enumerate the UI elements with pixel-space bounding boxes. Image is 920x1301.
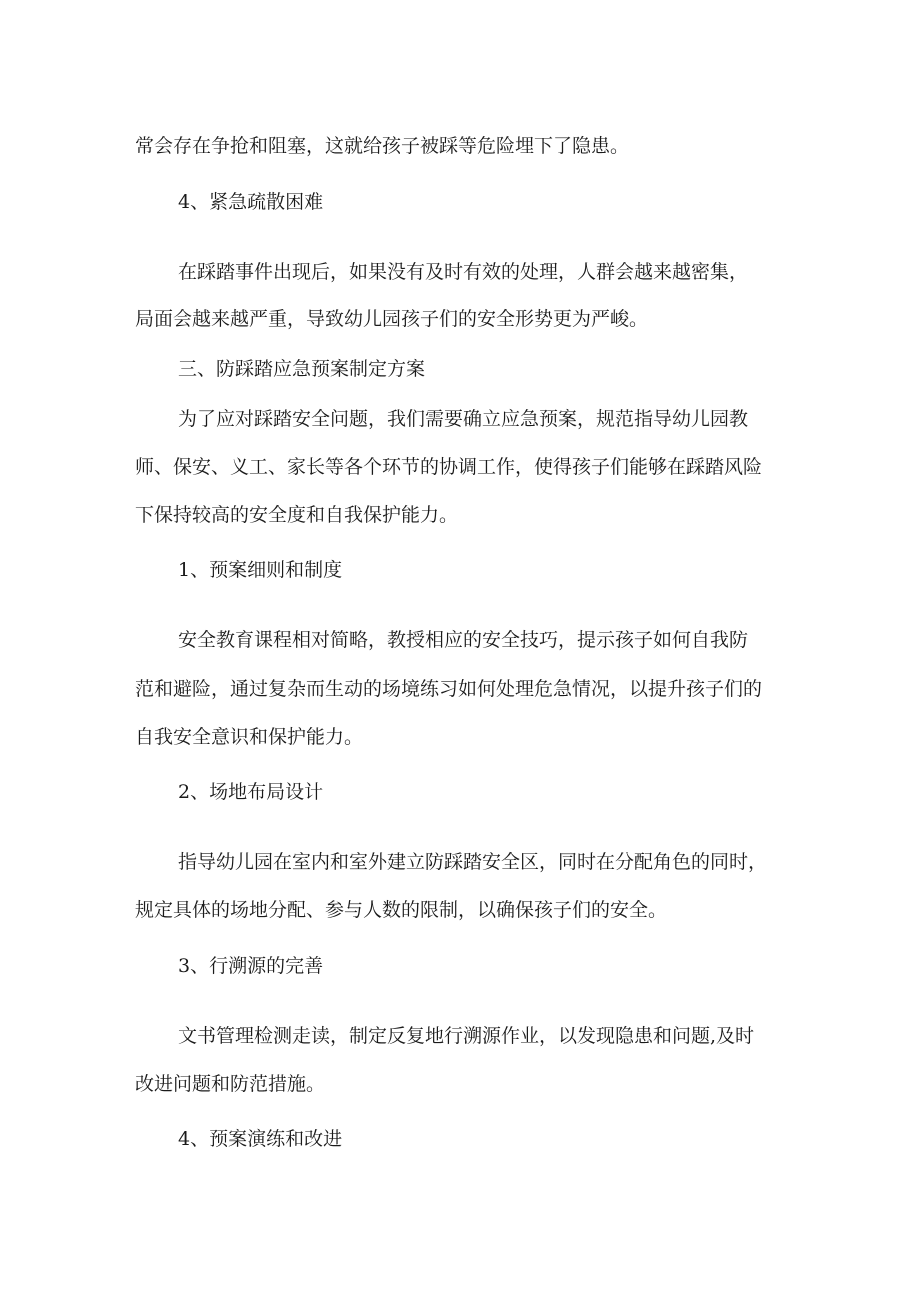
- paragraph-line: 常会存在争抢和阻塞，这就给孩子被踩等危险埋下了隐患。: [135, 135, 630, 157]
- section-heading: 2、场地布局设计: [178, 781, 324, 803]
- paragraph-line: 师、保安、义工、家长等各个环节的协调工作，使得孩子们能够在踩踏风险: [135, 456, 763, 478]
- paragraph-line: 文书管理检测走读，制定反复地行溯源作业，以发现隐患和问题,及时: [178, 1025, 755, 1047]
- paragraph-line: 范和避险，通过复杂而生动的场境练习如何处理危急情况，以提升孩子们的: [135, 678, 763, 700]
- section-heading: 3、行溯源的完善: [178, 955, 324, 977]
- section-heading: 三、防踩踏应急预案制定方案: [178, 358, 426, 380]
- paragraph-line: 改进问题和防范措施。: [135, 1073, 326, 1095]
- paragraph-line: 规定具体的场地分配、参与人数的限制，以确保孩子们的安全。: [135, 899, 668, 921]
- paragraph-line: 自我安全意识和保护能力。: [135, 726, 364, 748]
- paragraph-line: 指导幼儿园在室内和室外建立防踩踏安全区，同时在分配角色的同时，: [178, 851, 768, 873]
- paragraph-line: 下保持较高的安全度和自我保护能力。: [135, 504, 459, 526]
- paragraph-line: 局面会越来越严重，导致幼儿园孩子们的安全形势更为严峻。: [135, 308, 649, 330]
- paragraph-line: 为了应对踩踏安全问题，我们需要确立应急预案，规范指导幼儿园教: [178, 408, 749, 430]
- section-heading: 1、预案细则和制度: [178, 559, 343, 581]
- section-heading: 4、预案演练和改进: [178, 1128, 343, 1150]
- paragraph-line: 安全教育课程相对简略，教授相应的安全技巧，提示孩子如何自我防: [178, 629, 749, 651]
- paragraph-line: 在踩踏事件出现后，如果没有及时有效的处理，人群会越来越密集，: [178, 261, 749, 283]
- section-heading: 4、紧急疏散困难: [178, 191, 324, 213]
